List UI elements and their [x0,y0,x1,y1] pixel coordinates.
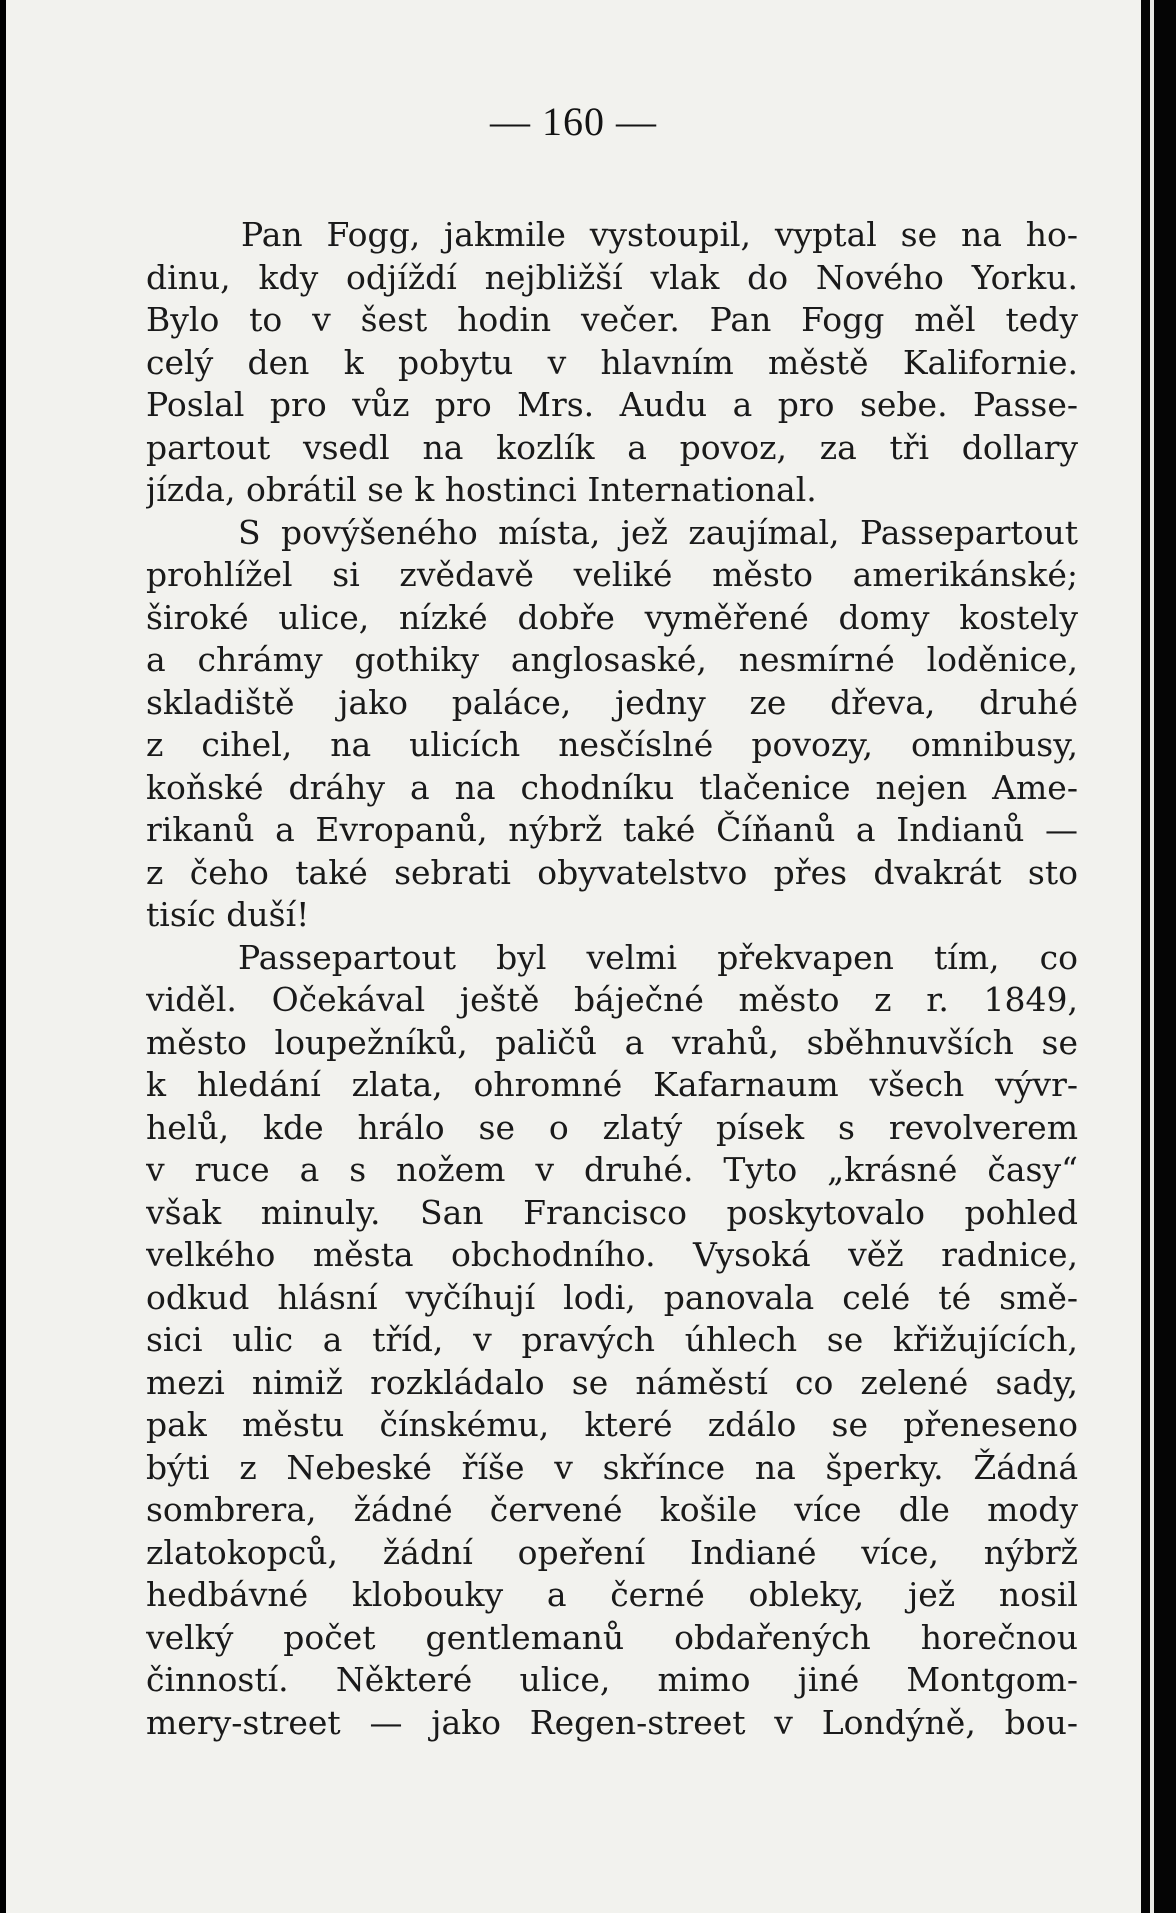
text-line: hedbávné klobouky a černé obleky, jež nosil [146,1575,1078,1614]
text-line: býti z Nebeské říše v skřínce na šperky. Žádná [146,1447,1078,1487]
text-line: mezi nimiž rozkládalo se náměstí co zelené sady, [146,1362,1078,1402]
text-line: rikanů a Evropanů, nýbrž také Číňanů a Indianů — [146,810,1078,849]
book-page [6,0,1141,1913]
text-line: skladiště jako paláce, jedny ze dřeva, druhé [146,682,1078,722]
text-line: zlatokopců, žádní opeření Indiané více, nýbrž [146,1532,1078,1572]
text-line: koňské dráhy a na chodníku tlačenice nejen Ame- [146,767,1078,807]
text-line: a chrámy gothiky anglosaské, nesmírné loděnice, [146,640,1078,679]
text-line: Poslal pro vůz pro Mrs. Audu a pro sebe. Passe- [146,385,1078,424]
text-line: dinu, kdy odjíždí nejbližší vlak do Nového Yorku. [146,257,1078,297]
text-line: velký počet gentlemanů obdařených horečnou [146,1617,1078,1657]
text-line: prohlížel si zvědavě veliké město amerikánské; [146,555,1078,594]
text-line: sici ulic a tříd, v pravých úhlech se křižujících, [146,1320,1078,1359]
text-line: však minuly. San Francisco poskytovalo pohled [146,1192,1078,1232]
text-line: partout vsedl na kozlík a povoz, za tři dollary [146,427,1078,467]
text-line: sombrera, žádné červené košile více dle mody [146,1490,1078,1529]
text-line: jízda, obrátil se k hostinci International. [146,470,817,509]
text-line: pak městu čínskému, které zdálo se přeneseno [146,1405,1078,1444]
text-line: S povýšeného místa, jež zaujímal, Passepartout [238,512,1078,552]
text-line: k hledání zlata, ohromné Kafarnaum všech vývr- [146,1065,1078,1104]
text-line: široké ulice, nízké dobře vyměřené domy kostely [146,597,1078,637]
text-line: z čeho také sebrati obyvatelstvo přes dvakrát sto [146,852,1078,892]
page-number: — 160 — [490,99,657,144]
text-line: Bylo to v šest hodin večer. Pan Fogg měl tedy [146,300,1078,339]
text-line: celý den k pobytu v hlavním městě Kalifornie. [146,342,1078,382]
text-line: helů, kde hrálo se o zlatý písek s revolverem [146,1107,1078,1147]
text-line: mery-street — jako Regen-street v Londýně, bou- [146,1702,1078,1742]
text-line: z cihel, na ulicích nesčíslné povozy, omnibusy, [146,725,1078,764]
text-line: viděl. Očekával ještě báječné město z r. 1849, [146,980,1078,1019]
text-line: tisíc duší! [146,895,310,934]
text-line: velkého města obchodního. Vysoká věž radnice, [146,1235,1078,1274]
scan-border [1141,0,1176,1913]
text-line: Passepartout byl velmi překvapen tím, co [238,937,1078,977]
text-line: Pan Fogg, jakmile vystoupil, vyptal se na ho- [241,215,1078,254]
scan-edge-line [1150,0,1154,1913]
text-line: odkud hlásní vyčíhují lodi, panovala celé té smě- [146,1277,1078,1317]
body-text [146,214,1078,1744]
text-line: město loupežníků, paličů a vrahů, sběhnuvších se [146,1022,1078,1062]
text-line: činností. Některé ulice, mimo jiné Montgom- [146,1660,1078,1699]
text-line: v ruce a s nožem v druhé. Tyto „krásné časy“ [146,1150,1078,1189]
